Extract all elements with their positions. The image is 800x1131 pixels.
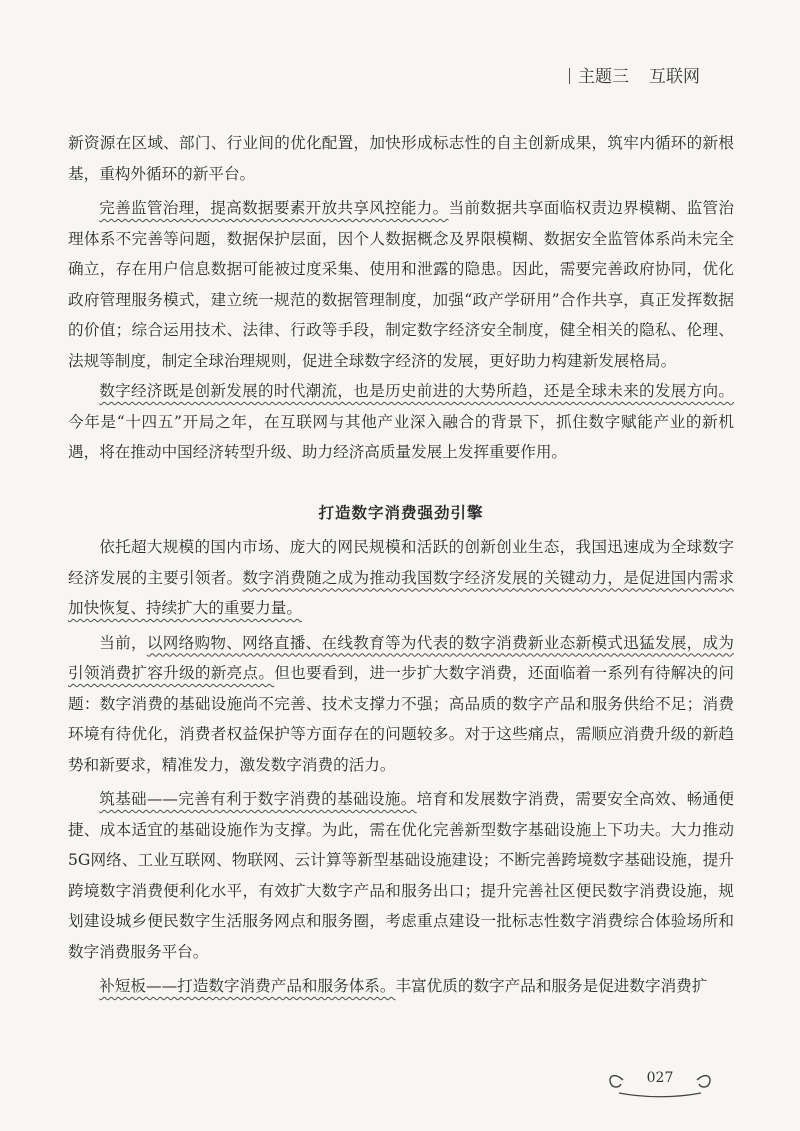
paragraph-text: 培育和发展数字消费，需要安全高效、畅通便捷、成本适宜的基础设施作为支撑。为此，需在优化完善新型数字基础设施上下功夫。大力推动5G网络、工业互联网、物联网、云计算等新型基础设施建设；不断完善跨境数字基础设施，提升跨境数字消费便利化水平，有效扩大数字产品和服务出口；提升完善社区便民数字消费设施，规划建设城乡便民数字生活服务网点和服务圈，考虑重点建设一批标志性数字消费综合体验场所和数字消费服务平台。 <box>68 790 734 961</box>
highlighted-text: 数字消费随之成为推动我国数字经济发展的关键动力，是促进国内需求加快恢复、持续扩大的重要力量。 <box>68 568 734 617</box>
paragraph-text: 新资源在区域、部门、行业间的优化配置，加快形成标志性的自主创新成果，筑牢内循环的新根基，重构外循环的新平台。 <box>68 134 734 183</box>
section-heading: 打造数字消费强劲引擎 <box>318 502 484 522</box>
paragraph-regulation <box>68 193 734 376</box>
page-footer <box>605 1066 715 1100</box>
highlighted-text: 以网络购物、网络直播、在线教育等为代表的数字消费新业态新模式迅猛发展，成为引领消费扩容升级的新亮点。 <box>68 633 734 682</box>
paragraph-shortboard <box>68 971 734 1002</box>
paragraph-consumption-intro <box>68 532 734 624</box>
paragraph-continued <box>68 128 734 189</box>
paragraph-current-situation <box>68 628 734 781</box>
paragraph-text: 今年是“十四五”开局之年，在互联网与其他产业深入融合的背景下，抓住数字赋能产业的新机遇，将在推动中国经济转型升级、助力经济高质量发展上发挥重要作用。 <box>68 412 734 461</box>
page-body <box>68 128 734 1002</box>
header-chapter: 主题三 <box>578 67 629 87</box>
header-divider <box>569 68 570 84</box>
paragraph-text: 丰富优质的数字产品和服务是促进数字消费扩 <box>395 977 708 995</box>
highlighted-text: 补短板——打造数字消费产品和服务体系。 <box>99 977 396 995</box>
paragraph-text: 依托超大规模的国内市场、庞大的网民规模和活跃的创新创业生态，我国迅速成为全球数字经济发展的主要引领者。 <box>68 538 734 587</box>
paragraph-digital-economy <box>68 376 734 468</box>
highlighted-text: 完善监管治理，提高数据要素开放共享风控能力。 <box>99 199 449 217</box>
page-number: 027 <box>646 1070 674 1086</box>
paragraph-infrastructure <box>68 784 734 967</box>
highlighted-text: 筑基础——完善有利于数字消费的基础设施。 <box>99 790 417 808</box>
highlighted-text: 数字经济既是创新发展的时代潮流，也是历史前进的大势所趋，还是全球未来的发展方向。 <box>99 382 734 400</box>
running-header <box>569 62 700 87</box>
paragraph-text: 当前， <box>99 633 147 652</box>
paragraph-text: 但也要看到，进一步扩大数字消费，还面临着一系列有待解决的问题：数字消费的基础设施尚不完善、技术支撑力不强；高品质的数字产品和服务供给不足；消费环境有待优化，消费者权益保护等方面存在的问题较多。对于这些痛点，需顺应消费升级的新趋势和新要求，精准发力，激发数字消费的活力。 <box>68 664 734 774</box>
paragraph-text: 当前数据共享面临权责边界模糊、监管治理体系不完善等问题，数据保护层面，因个人数据概念及界限模糊、数据安全监管体系尚未完全确立，存在用户信息数据可能被过度采集、使用和泄露的隐患。因此，需要完善政府协同，优化政府管理服务模式，建立统一规范的数据管理制度，加强“政产学研用”合作共享，真正发挥数据的价值；综合运用技术、法律、行政等手段，制定数字经济安全制度，健全相关的隐私、伦理、法规等制度，制定全球治理规则，促进全球数字经济的发展，更好助力构建新发展格局。 <box>68 199 734 370</box>
header-title: 互联网 <box>649 67 700 87</box>
